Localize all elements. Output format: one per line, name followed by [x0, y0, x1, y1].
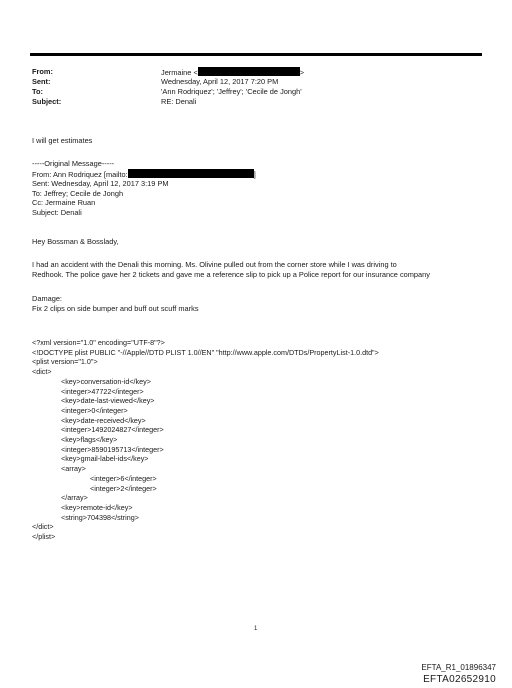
- xml-line: <string>704398</string>: [61, 512, 139, 522]
- sent-row: [32, 77, 492, 87]
- damage-label: Damage:: [32, 294, 62, 303]
- xml-line: <!DOCTYPE plist PUBLIC "-//Apple//DTD PLIST 1.0//EN" "http://www.apple.com/DTDs/PropertyList-1.0.dtd">: [32, 347, 379, 357]
- from-value-end: >: [299, 68, 305, 77]
- redaction-box: [128, 169, 254, 178]
- xml-line: <?xml version="1.0" encoding="UTF-8"?>: [32, 338, 165, 347]
- xml-line: <key>conversation-id</key>: [61, 376, 151, 386]
- to-value: 'Ann Rodriquez'; 'Jeffrey'; 'Cecile de Jongh': [161, 87, 302, 96]
- original-subject-line: Subject: Denali: [32, 207, 82, 217]
- xml-line: <integer>2</integer>: [90, 483, 157, 493]
- paragraph-line: I had an accident with the Denali this morning. Ms. Olivine pulled out from the corner store while I was driving to: [32, 260, 397, 269]
- original-cc-line: Cc: Jermaine Ruan: [32, 198, 96, 208]
- original-from-line: [32, 169, 492, 180]
- xml-line: <integer>8590195713</integer>: [61, 444, 164, 454]
- reply-body: [32, 136, 492, 146]
- message-paragraph: [32, 260, 492, 279]
- damage-text: Fix 2 clips on side bumper and buff out scuff marks: [32, 303, 199, 313]
- xml-line: <key>date-last-viewed</key>: [61, 396, 155, 406]
- xml-line: <integer>0</integer>: [61, 405, 128, 415]
- original-message-header: [32, 159, 492, 218]
- original-to-line: To: Jeffrey; Cecile de Jongh: [32, 188, 124, 198]
- sent-value: Wednesday, April 12, 2017 7:20 PM: [161, 77, 279, 86]
- xml-line: <key>gmail-label-ids</key>: [61, 454, 149, 464]
- email-header: [32, 67, 492, 115]
- greeting: Hey Bossman & Bosslady,: [32, 237, 119, 246]
- bates-number-primary: EFTA_R1_01896347: [421, 663, 496, 672]
- from-value-text: Jermaine <: [161, 68, 198, 77]
- reply-text: I will get estimates: [32, 136, 93, 145]
- sent-label: Sent:: [32, 77, 51, 86]
- message-greeting-block: [32, 237, 492, 247]
- xml-line: <integer>47722</integer>: [61, 386, 144, 396]
- original-separator: -----Original Message-----: [32, 159, 115, 168]
- xml-line: <array>: [61, 464, 86, 474]
- redaction-box: [198, 67, 300, 76]
- plist-block: [32, 338, 379, 542]
- xml-line: </array>: [61, 493, 88, 503]
- xml-line: <integer>6</integer>: [90, 473, 157, 483]
- bates-number-secondary: EFTA02652910: [423, 674, 496, 685]
- page-number: 1: [254, 626, 258, 632]
- xml-line: <plist version="1.0">: [32, 357, 98, 367]
- xml-line: <key>remote-id</key>: [61, 502, 133, 512]
- xml-line: <key>flags</key>: [61, 435, 118, 445]
- original-from-end: ]: [253, 169, 256, 179]
- to-label: To:: [32, 87, 43, 96]
- header-rule: [30, 53, 482, 56]
- subject-label: Subject:: [32, 97, 62, 106]
- original-sent-line: Sent: Wednesday, April 12, 2017 3:19 PM: [32, 179, 169, 189]
- xml-line: <integer>1492024827</integer>: [61, 425, 164, 435]
- subject-row: [32, 97, 492, 107]
- subject-value: RE: Denali: [161, 97, 197, 106]
- paragraph-line: Redhook. The police gave her 2 tickets and gave me a reference slip to pick up a Police report for our insurance company: [32, 269, 430, 279]
- to-row: [32, 87, 492, 97]
- from-label: From:: [32, 67, 53, 76]
- xml-line: <dict>: [32, 367, 52, 377]
- xml-line: <key>date-received</key>: [61, 415, 146, 425]
- original-from-text: From: Ann Rodriquez [mailto:: [32, 169, 128, 179]
- xml-line: </dict>: [32, 522, 54, 532]
- xml-line: </plist>: [32, 532, 56, 542]
- from-row: [32, 67, 492, 77]
- damage-block: [32, 294, 492, 313]
